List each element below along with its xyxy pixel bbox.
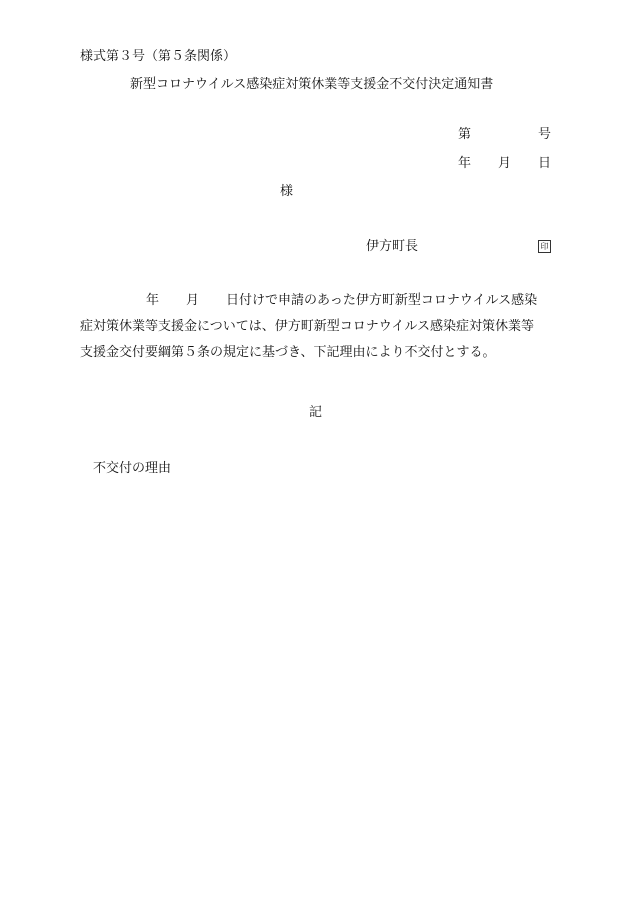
- date-month: 月: [498, 156, 512, 171]
- reason-label: 不交付の理由: [93, 461, 172, 476]
- number-suffix: 号: [538, 127, 552, 142]
- body-line-1: [80, 288, 550, 314]
- body-line-3: 支援金交付要綱第５条の規定に基づき、下記理由により不交付とする。: [80, 345, 496, 360]
- addressee-suffix: 様: [280, 184, 294, 199]
- issuer-name: 伊方町長: [366, 239, 419, 254]
- date-day: 日: [538, 156, 552, 171]
- ki-heading: 記: [309, 405, 323, 420]
- number-prefix: 第: [458, 127, 472, 142]
- body-line-1-text: 日付けで申請のあった伊方町新型コロナウイルス感染: [226, 293, 538, 308]
- body-line-2: 症対策休業等支援金については、伊方町新型コロナウイルス感染症対策休業等: [80, 319, 534, 334]
- date-year: 年: [458, 156, 472, 171]
- seal-mark: 印: [538, 240, 551, 253]
- body-date-year: 年: [146, 293, 160, 308]
- form-label: 様式第３号（第５条関係）: [80, 49, 237, 64]
- body-date-month: 月: [186, 293, 200, 308]
- notice-body: [80, 288, 550, 366]
- document-title: 新型コロナウイルス感染症対策休業等支援金不交付決定通知書: [130, 77, 494, 92]
